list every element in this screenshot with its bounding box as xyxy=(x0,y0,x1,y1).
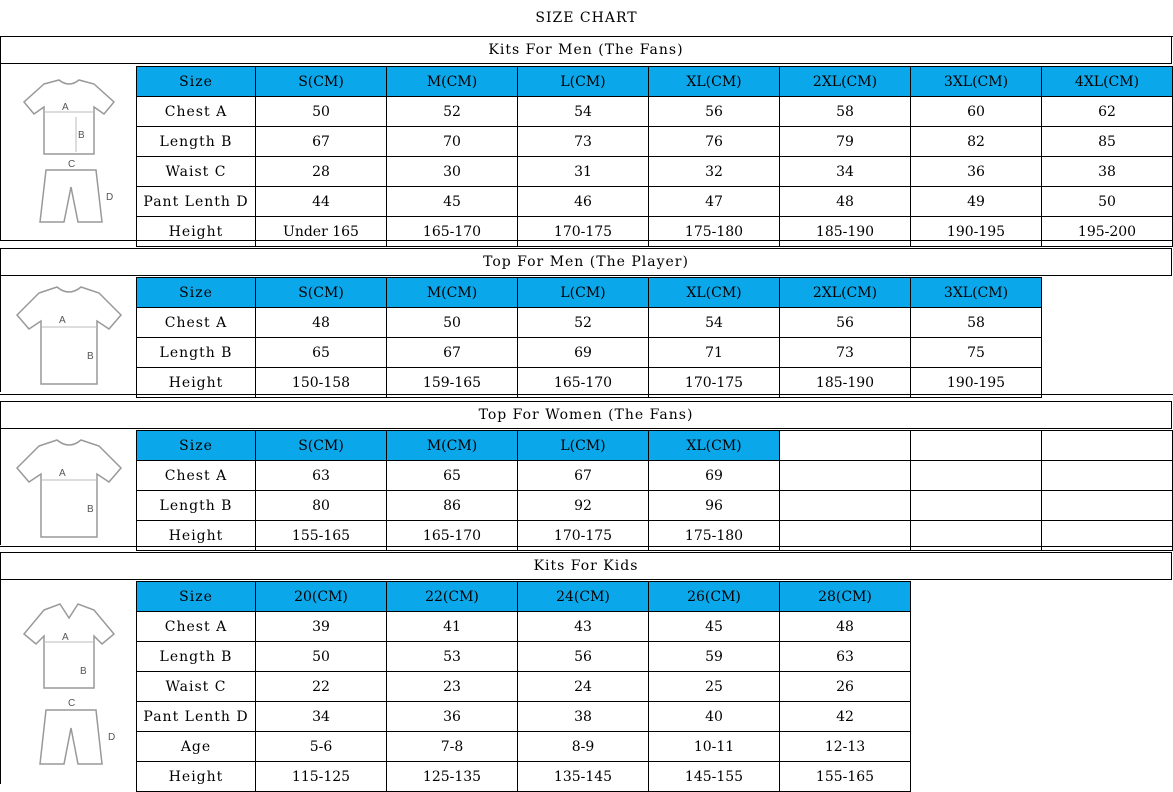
row-label: Pant Lenth D xyxy=(137,187,256,217)
empty-cell xyxy=(911,491,1042,521)
table-row xyxy=(137,368,1173,398)
header-cell: 2XL(CM) xyxy=(780,67,911,97)
table-row xyxy=(137,642,1173,672)
svg-text:B: B xyxy=(80,666,87,677)
table-header-row xyxy=(137,278,1173,308)
shirt-shorts-icon xyxy=(14,72,124,232)
table-cell: 60 xyxy=(911,97,1042,127)
table-cell: 34 xyxy=(780,157,911,187)
header-cell: S(CM) xyxy=(256,278,387,308)
table-header-row xyxy=(137,582,1173,612)
table-cell: 63 xyxy=(780,642,911,672)
empty-cell xyxy=(911,612,1042,642)
table-cell: 80 xyxy=(256,491,387,521)
header-cell: S(CM) xyxy=(256,67,387,97)
table-cell: 12-13 xyxy=(780,732,911,762)
kit-diagram-men-player xyxy=(0,276,137,392)
table-cell: 47 xyxy=(649,187,780,217)
table-header-row xyxy=(137,431,1173,461)
table-cell: 58 xyxy=(911,308,1042,338)
row-label: Chest A xyxy=(137,308,256,338)
shirt-icon xyxy=(9,279,129,389)
empty-cell xyxy=(1042,461,1173,491)
svg-text:A: A xyxy=(62,632,69,643)
table-cell: 54 xyxy=(518,97,649,127)
table-cell: 41 xyxy=(387,612,518,642)
table-cell: 49 xyxy=(911,187,1042,217)
table-cell: Under 165 xyxy=(256,217,387,247)
empty-cell xyxy=(1042,672,1173,702)
table-cell: 170-175 xyxy=(518,521,649,551)
table-row xyxy=(137,308,1173,338)
section-heading-men-fans: Kits For Men (The Fans) xyxy=(0,36,1172,64)
table-cell: 145-155 xyxy=(649,762,780,792)
table-cell: 34 xyxy=(256,702,387,732)
svg-text:C: C xyxy=(68,159,76,170)
table-row xyxy=(137,491,1173,521)
table-cell: 85 xyxy=(1042,127,1173,157)
table-cell: 82 xyxy=(911,127,1042,157)
row-label: Waist C xyxy=(137,672,256,702)
header-cell: 28(CM) xyxy=(780,582,911,612)
row-label: Chest A xyxy=(137,612,256,642)
header-cell: 24(CM) xyxy=(518,582,649,612)
empty-cell xyxy=(1042,732,1173,762)
table-cell: 69 xyxy=(518,338,649,368)
row-label: Chest A xyxy=(137,97,256,127)
table-cell: 44 xyxy=(256,187,387,217)
table-cell: 165-170 xyxy=(387,217,518,247)
table-cell: 48 xyxy=(780,187,911,217)
table-cell: 195-200 xyxy=(1042,217,1173,247)
table-cell: 42 xyxy=(780,702,911,732)
row-label: Age xyxy=(137,732,256,762)
empty-cell xyxy=(911,642,1042,672)
table-cell: 73 xyxy=(518,127,649,157)
svg-text:D: D xyxy=(108,732,116,743)
svg-text:A: A xyxy=(59,315,66,326)
table-cell: 125-135 xyxy=(387,762,518,792)
row-label: Height xyxy=(137,521,256,551)
table-cell: 53 xyxy=(387,642,518,672)
table-row xyxy=(137,762,1173,792)
shirt-icon xyxy=(9,432,129,542)
empty-cell xyxy=(1042,642,1173,672)
empty-cell xyxy=(1042,431,1173,461)
header-cell: Size xyxy=(137,67,256,97)
svg-text:A: A xyxy=(62,102,69,113)
table-cell: 40 xyxy=(649,702,780,732)
table-cell: 36 xyxy=(387,702,518,732)
table-cell: 175-180 xyxy=(649,217,780,247)
table-cell: 50 xyxy=(256,642,387,672)
kit-diagram-men-fans xyxy=(0,64,137,240)
table-cell: 48 xyxy=(780,612,911,642)
table-cell: 45 xyxy=(387,187,518,217)
empty-cell xyxy=(911,732,1042,762)
table-row xyxy=(137,157,1173,187)
header-cell: 4XL(CM) xyxy=(1042,67,1173,97)
table-cell: 76 xyxy=(649,127,780,157)
table-cell: 73 xyxy=(780,338,911,368)
table-cell: 70 xyxy=(387,127,518,157)
kit-diagram-women-fans xyxy=(0,429,137,545)
header-cell: L(CM) xyxy=(518,278,649,308)
table-cell: 67 xyxy=(518,461,649,491)
table-cell: 58 xyxy=(780,97,911,127)
table-cell: 67 xyxy=(387,338,518,368)
table-row xyxy=(137,612,1173,642)
table-cell: 150-158 xyxy=(256,368,387,398)
table-cell: 62 xyxy=(1042,97,1173,127)
header-cell: 3XL(CM) xyxy=(911,67,1042,97)
table-cell: 115-125 xyxy=(256,762,387,792)
svg-text:C: C xyxy=(68,698,76,709)
table-cell: 185-190 xyxy=(780,368,911,398)
row-label: Pant Lenth D xyxy=(137,702,256,732)
table-cell: 71 xyxy=(649,338,780,368)
header-cell: Size xyxy=(137,278,256,308)
table-row xyxy=(137,187,1173,217)
table-cell: 135-145 xyxy=(518,762,649,792)
header-cell: L(CM) xyxy=(518,431,649,461)
table-cell: 7-8 xyxy=(387,732,518,762)
row-label: Height xyxy=(137,368,256,398)
table-cell: 52 xyxy=(387,97,518,127)
table-cell: 185-190 xyxy=(780,217,911,247)
table-row xyxy=(137,672,1173,702)
table-cell: 36 xyxy=(911,157,1042,187)
table-row xyxy=(137,732,1173,762)
empty-cell xyxy=(1042,582,1173,612)
kit-diagram-kids xyxy=(0,580,137,784)
header-cell: 26(CM) xyxy=(649,582,780,612)
table-cell: 28 xyxy=(256,157,387,187)
table-cell: 79 xyxy=(780,127,911,157)
table-cell: 45 xyxy=(649,612,780,642)
empty-cell xyxy=(1042,491,1173,521)
table-cell: 48 xyxy=(256,308,387,338)
table-row xyxy=(137,217,1173,247)
table-cell: 65 xyxy=(256,338,387,368)
row-label: Waist C xyxy=(137,157,256,187)
table-cell: 155-165 xyxy=(256,521,387,551)
header-cell: XL(CM) xyxy=(649,278,780,308)
section-heading-women-fans: Top For Women (The Fans) xyxy=(0,401,1172,429)
table-cell: 175-180 xyxy=(649,521,780,551)
table-cell: 63 xyxy=(256,461,387,491)
table-cell: 30 xyxy=(387,157,518,187)
table-cell: 50 xyxy=(256,97,387,127)
table-cell: 50 xyxy=(387,308,518,338)
svg-text:B: B xyxy=(78,130,85,141)
table-cell: 38 xyxy=(518,702,649,732)
table-cell: 46 xyxy=(518,187,649,217)
empty-cell xyxy=(1042,338,1173,368)
header-cell: XL(CM) xyxy=(649,67,780,97)
table-cell: 56 xyxy=(518,642,649,672)
table-cell: 170-175 xyxy=(518,217,649,247)
table-row xyxy=(137,97,1173,127)
empty-cell xyxy=(911,431,1042,461)
empty-cell xyxy=(1042,612,1173,642)
header-cell: Size xyxy=(137,582,256,612)
table-cell: 50 xyxy=(1042,187,1173,217)
table-cell: 56 xyxy=(780,308,911,338)
table-cell: 165-170 xyxy=(518,368,649,398)
section-heading-kids: Kits For Kids xyxy=(0,552,1172,580)
table-cell: 170-175 xyxy=(649,368,780,398)
header-cell: L(CM) xyxy=(518,67,649,97)
table-cell: 86 xyxy=(387,491,518,521)
table-row xyxy=(137,127,1173,157)
empty-cell xyxy=(911,582,1042,612)
table-cell: 38 xyxy=(1042,157,1173,187)
table-cell: 165-170 xyxy=(387,521,518,551)
table-cell: 190-195 xyxy=(911,217,1042,247)
svg-text:D: D xyxy=(106,192,114,203)
header-cell: M(CM) xyxy=(387,67,518,97)
svg-text:B: B xyxy=(87,351,94,362)
svg-text:B: B xyxy=(87,504,94,515)
table-cell: 8-9 xyxy=(518,732,649,762)
table-header-row xyxy=(137,67,1173,97)
header-cell: XL(CM) xyxy=(649,431,780,461)
table-cell: 56 xyxy=(649,97,780,127)
row-label: Length B xyxy=(137,491,256,521)
row-label: Chest A xyxy=(137,461,256,491)
empty-cell xyxy=(780,491,911,521)
table-cell: 190-195 xyxy=(911,368,1042,398)
table-cell: 75 xyxy=(911,338,1042,368)
header-cell: S(CM) xyxy=(256,431,387,461)
empty-cell xyxy=(911,762,1042,792)
table-cell: 67 xyxy=(256,127,387,157)
empty-cell xyxy=(911,672,1042,702)
table-cell: 69 xyxy=(649,461,780,491)
table-cell: 5-6 xyxy=(256,732,387,762)
table-cell: 25 xyxy=(649,672,780,702)
empty-cell xyxy=(1042,308,1173,338)
header-cell: 22(CM) xyxy=(387,582,518,612)
empty-cell xyxy=(911,702,1042,732)
table-cell: 65 xyxy=(387,461,518,491)
row-label: Height xyxy=(137,217,256,247)
header-cell: Size xyxy=(137,431,256,461)
row-label: Height xyxy=(137,762,256,792)
table-cell: 10-11 xyxy=(649,732,780,762)
table-cell: 52 xyxy=(518,308,649,338)
row-label: Length B xyxy=(137,127,256,157)
section-heading-men-player: Top For Men (The Player) xyxy=(0,248,1172,276)
empty-cell xyxy=(780,461,911,491)
table-cell: 59 xyxy=(649,642,780,672)
table-cell: 31 xyxy=(518,157,649,187)
header-cell: 2XL(CM) xyxy=(780,278,911,308)
empty-cell xyxy=(911,461,1042,491)
table-cell: 43 xyxy=(518,612,649,642)
table-cell: 24 xyxy=(518,672,649,702)
size-table-men-player xyxy=(136,277,1173,398)
table-row xyxy=(137,461,1173,491)
table-cell: 22 xyxy=(256,672,387,702)
table-row xyxy=(137,702,1173,732)
table-cell: 26 xyxy=(780,672,911,702)
table-cell: 96 xyxy=(649,491,780,521)
table-cell: 23 xyxy=(387,672,518,702)
shirt-shorts-icon xyxy=(14,592,124,772)
table-cell: 54 xyxy=(649,308,780,338)
empty-cell xyxy=(1042,762,1173,792)
table-cell: 32 xyxy=(649,157,780,187)
size-table-men-fans xyxy=(136,66,1173,247)
empty-cell xyxy=(780,431,911,461)
header-cell: 20(CM) xyxy=(256,582,387,612)
header-cell: 3XL(CM) xyxy=(911,278,1042,308)
svg-text:A: A xyxy=(59,468,66,479)
header-cell: M(CM) xyxy=(387,431,518,461)
row-label: Length B xyxy=(137,338,256,368)
page-title: SIZE CHART xyxy=(0,0,1173,37)
table-cell: 159-165 xyxy=(387,368,518,398)
table-cell: 39 xyxy=(256,612,387,642)
row-label: Length B xyxy=(137,642,256,672)
table-cell: 92 xyxy=(518,491,649,521)
empty-cell xyxy=(1042,702,1173,732)
size-table-kids xyxy=(136,581,1173,792)
table-cell: 155-165 xyxy=(780,762,911,792)
empty-cell xyxy=(1042,368,1173,398)
size-table-women-fans xyxy=(136,430,1173,551)
table-row xyxy=(137,338,1173,368)
empty-cell xyxy=(1042,278,1173,308)
header-cell: M(CM) xyxy=(387,278,518,308)
